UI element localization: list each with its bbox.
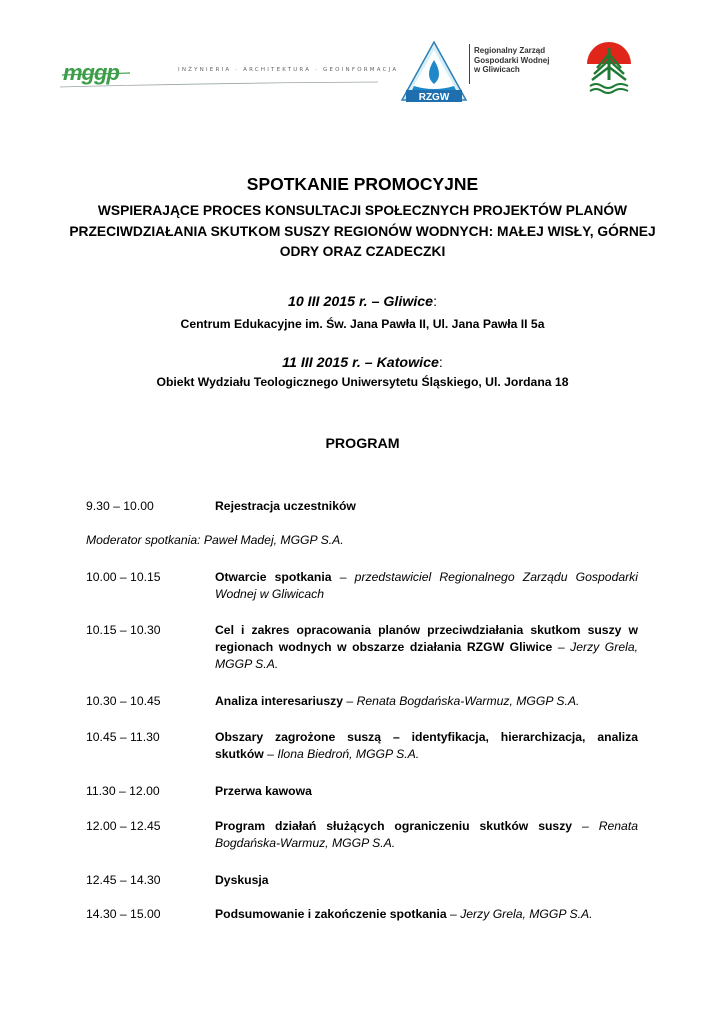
schedule-description [215,498,638,515]
rzgw-name-line: Gospodarki Wodnej [474,55,550,65]
schedule-speaker: Jerzy Grela, MGGP S.A. [460,907,593,921]
mggp-logo-text: mggp [63,60,119,85]
schedule-description [215,872,638,889]
venue-date-katowice [0,355,725,371]
schedule-title: Obszary zagrożone suszą – identyfikacja, hierarchizacja, analiza skutków [215,730,638,761]
venue-date-text: 10 III 2015 r. – Gliwice [287,294,434,310]
schedule-time: 9.30 – 10.00 [86,499,154,513]
venue-date-gliwice [0,294,725,310]
rzgw-name [474,46,549,75]
schedule-title: Rejestracja uczestników [215,499,356,513]
schedule-speaker: Jerzy Grela, MGGP S.A. [215,640,638,671]
schedule-time: 10.30 – 10.45 [86,694,161,708]
schedule-time: 10.45 – 11.30 [86,730,160,744]
sun-forest-emblem-icon [584,40,634,98]
rzgw-logo-text: RZGW [418,92,450,103]
schedule-description [215,818,638,852]
water-drop-triangle-icon [400,40,468,106]
program-heading: PROGRAM [325,436,400,452]
schedule-title: Analiza interesariuszy [215,694,344,708]
venue-date-colon: : [438,355,443,371]
rzgw-divider [469,44,470,84]
schedule-separator: – [552,640,571,654]
venue-address-katowice: Obiekt Wydziału Teologicznego Uniwersytetu Śląskiego, Ul. Jordana 18 [156,375,569,389]
schedule-time: 12.45 – 14.30 [86,873,161,887]
rzgw-name-line: Regionalny Zarząd [474,46,546,55]
schedule-time: 10.15 – 10.30 [86,623,161,637]
mggp-tagline: INŻYNIERIA · ARCHITEKTURA · GEOINFORMACJA [178,67,399,73]
schedule-description [215,729,638,763]
venue-date-text: 11 III 2015 r. – Katowice [282,355,439,371]
schedule-time: 11.30 – 12.00 [86,784,160,798]
schedule-separator: – [572,819,599,833]
schedule-speaker: Renata Bogdańska-Warmuz, MGGP S.A. [215,819,638,850]
schedule-description [215,569,638,603]
rzgw-name-line: w Gliwicach [474,65,520,74]
venue-date-colon: : [433,294,438,310]
schedule-time: 14.30 – 15.00 [86,907,161,921]
mggp-logo [60,55,399,95]
schedule-time: 12.00 – 12.45 [86,819,161,833]
schedule-speaker: Ilona Biedroń, MGGP S.A. [277,747,420,761]
schedule-title: Przerwa kawowa [215,784,312,798]
rzgw-logo [400,40,560,106]
schedule-separator: – [263,747,278,761]
schedule-description [215,783,638,800]
schedule-title: Podsumowanie i zakończenie spotkania [215,907,447,921]
schedule-title: Program działań służących ograniczeniu skutków suszy [215,819,573,833]
schedule-title: Cel i zakres opracowania planów przeciwdziałania skutkom suszy w regionach wodnych w obszarze działania RZGW Gliwice [215,623,638,654]
venue-address-gliwice: Centrum Edukacyjne im. Św. Jana Pawła II, Ul. Jana Pawła II 5a [180,317,545,331]
schedule-speaker: przedstawiciel Regionalnego Zarządu Gospodarki Wodnej w Gliwicach [215,570,638,601]
schedule-separator: – [331,570,355,584]
moderator-line: Moderator spotkania: Paweł Madej, MGGP S.A. [86,533,344,547]
page-title: SPOTKANIE PROMOCYJNE [246,174,479,194]
schedule-description [215,693,638,710]
page-subtitle: WSPIERAJĄCE PROCES KONSULTACJI SPOŁECZNYCH PROJEKTÓW PLANÓW PRZECIWDZIAŁANIA SKUTKOM SUSZY REGIONÓW WODNYCH: MAŁEJ WISŁY, GÓRNEJ ODRY ORAZ CZADECZKI [69,203,656,259]
schedule-description [215,622,638,673]
schedule-separator: – [446,907,461,921]
schedule-speaker: Renata Bogdańska-Warmuz, MGGP S.A. [356,694,580,708]
schedule-title: Dyskusja [215,873,269,887]
schedule-time: 10.00 – 10.15 [86,570,161,584]
schedule-description [215,906,638,923]
schedule-title: Otwarcie spotkania [215,570,332,584]
schedule-separator: – [343,694,357,708]
